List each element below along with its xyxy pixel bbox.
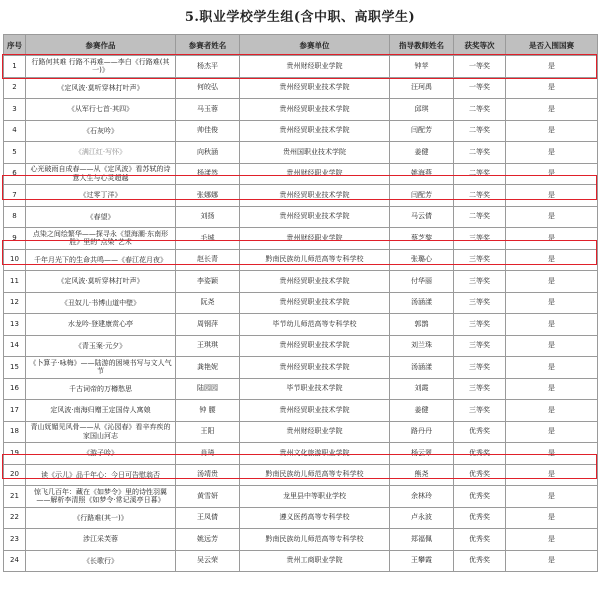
cell-unit: 贵州经贸职业技术学院: [240, 335, 390, 357]
cell-award: 优秀奖: [454, 421, 506, 443]
cell-national: 是: [506, 206, 598, 228]
cell-national: 是: [506, 335, 598, 357]
cell-teacher: 姚海燕: [390, 163, 454, 185]
cell-teacher: 闫配芳: [390, 120, 454, 142]
cell-award: 三等奖: [454, 314, 506, 336]
table-row: [4, 507, 598, 529]
cell-national: 是: [506, 400, 598, 422]
cell-teacher: 王攀霞: [390, 550, 454, 572]
cell-index: 10: [4, 249, 26, 271]
cell-work: 《过零丁洋》: [26, 185, 176, 207]
cell-teacher: 钟苹: [390, 56, 454, 78]
cell-award: 二等奖: [454, 206, 506, 228]
cell-unit: 贵州财经职业学院: [240, 163, 390, 185]
cell-unit: 黔南民族幼儿师范高等专科学校: [240, 529, 390, 551]
cell-unit: 龙里县中等职业学校: [240, 486, 390, 508]
table-row: [4, 120, 598, 142]
cell-award: 三等奖: [454, 228, 506, 250]
cell-work: 千古词帝的万樽愁思: [26, 378, 176, 400]
cell-award: 优秀奖: [454, 443, 506, 465]
cell-work: 《青玉案·元夕》: [26, 335, 176, 357]
cell-participant: 毛城: [176, 228, 240, 250]
table-row: [4, 271, 598, 293]
cell-teacher: 姜健: [390, 400, 454, 422]
cell-work: 《行路难(其一)》: [26, 507, 176, 529]
cell-work: 青山妩媚见风骨——从《沁园春》看辛弃疾的家国山河志: [26, 421, 176, 443]
cell-award: 三等奖: [454, 335, 506, 357]
header-national: 是否入围国赛: [506, 35, 598, 56]
cell-participant: 王阳: [176, 421, 240, 443]
cell-work: 《满江红·写怀》: [26, 142, 176, 164]
table-row: [4, 77, 598, 99]
cell-work: 读《示儿》品千年心：今日可告慰翁否: [26, 464, 176, 486]
table-row: [4, 228, 598, 250]
cell-participant: 阮尧: [176, 292, 240, 314]
cell-participant: 向秋涵: [176, 142, 240, 164]
cell-unit: 贵州经贸职业技术学院: [240, 400, 390, 422]
table-row: [4, 378, 598, 400]
cell-award: 三等奖: [454, 271, 506, 293]
cell-index: 17: [4, 400, 26, 422]
cell-work: 《卜算子·咏梅》——陆游的困境书写与文人气节: [26, 357, 176, 379]
cell-work: 点染之间绘繁华——探寻永《望海潮·东南形胜》里的"点染"艺术: [26, 228, 176, 250]
cell-unit: 贵州工商职业学院: [240, 550, 390, 572]
cell-award: 优秀奖: [454, 550, 506, 572]
table-row: [4, 335, 598, 357]
cell-work: 《石灰吟》: [26, 120, 176, 142]
table-row: [4, 400, 598, 422]
cell-award: 三等奖: [454, 292, 506, 314]
cell-award: 二等奖: [454, 99, 506, 121]
cell-national: 是: [506, 378, 598, 400]
cell-teacher: 汤涵漾: [390, 357, 454, 379]
cell-national: 是: [506, 271, 598, 293]
cell-national: 是: [506, 120, 598, 142]
cell-work: 行路何其难 行路不再难——李白《行路难(其一)》: [26, 56, 176, 78]
cell-national: 是: [506, 163, 598, 185]
cell-work: 惊飞几百年：藏在《如梦令》里的诗性羽翼——解析李清照《如梦令·常记溪亭日暮》: [26, 486, 176, 508]
table-row: [4, 249, 598, 271]
cell-award: 优秀奖: [454, 464, 506, 486]
cell-work: 《丑奴儿·书博山道中壁》: [26, 292, 176, 314]
cell-index: 2: [4, 77, 26, 99]
cell-unit: 遵义医药高等专科学校: [240, 507, 390, 529]
cell-index: 19: [4, 443, 26, 465]
cell-teacher: 卢永波: [390, 507, 454, 529]
cell-teacher: 张璐心: [390, 249, 454, 271]
header-participant: 参赛者姓名: [176, 35, 240, 56]
cell-participant: 王凤倩: [176, 507, 240, 529]
cell-teacher: 蔡芝黎: [390, 228, 454, 250]
cell-index: 23: [4, 529, 26, 551]
cell-participant: 帅佳俊: [176, 120, 240, 142]
cell-teacher: 马云倩: [390, 206, 454, 228]
cell-index: 22: [4, 507, 26, 529]
cell-work: 水龙吟·登建康赏心亭: [26, 314, 176, 336]
table-row: [4, 486, 598, 508]
cell-participant: 龚艳妮: [176, 357, 240, 379]
cell-teacher: 刘霞: [390, 378, 454, 400]
cell-award: 优秀奖: [454, 486, 506, 508]
table-row: [4, 206, 598, 228]
cell-participant: 杨漾然: [176, 163, 240, 185]
cell-index: 18: [4, 421, 26, 443]
cell-index: 7: [4, 185, 26, 207]
cell-award: 优秀奖: [454, 529, 506, 551]
table-row: [4, 529, 598, 551]
cell-unit: 贵州经贸职业技术学院: [240, 99, 390, 121]
cell-national: 是: [506, 421, 598, 443]
cell-work: 心光破雨自成春——从《定风波》看苏轼的诗意人生与心灵超越: [26, 163, 176, 185]
table-row: [4, 550, 598, 572]
cell-unit: 贵州经贸职业技术学院: [240, 271, 390, 293]
cell-work: 千年月光下的生命共鸣——《春江花月夜》: [26, 249, 176, 271]
table-row: [4, 185, 598, 207]
cell-teacher: 刘兰珠: [390, 335, 454, 357]
cell-work: 定风波·南海归赠王定国侍人寓娘: [26, 400, 176, 422]
cell-index: 4: [4, 120, 26, 142]
cell-unit: 贵州经贸职业技术学院: [240, 185, 390, 207]
cell-participant: 何皎弘: [176, 77, 240, 99]
cell-participant: 杨杰平: [176, 56, 240, 78]
cell-teacher: 汤涵漾: [390, 292, 454, 314]
cell-unit: 黔南民族幼儿师范高等专科学校: [240, 464, 390, 486]
cell-unit: 毕节职业技术学院: [240, 378, 390, 400]
cell-participant: 周钢萍: [176, 314, 240, 336]
cell-unit: 贵州国职业技术学院: [240, 142, 390, 164]
cell-teacher: 邱琪: [390, 99, 454, 121]
cell-award: 二等奖: [454, 120, 506, 142]
cell-unit: 贵州财经职业学院: [240, 228, 390, 250]
cell-national: 是: [506, 507, 598, 529]
cell-index: 16: [4, 378, 26, 400]
award-table: [3, 34, 598, 572]
cell-index: 5: [4, 142, 26, 164]
cell-award: 二等奖: [454, 163, 506, 185]
table-row: [4, 56, 598, 78]
cell-national: 是: [506, 464, 598, 486]
cell-unit: 贵州财经职业学院: [240, 421, 390, 443]
table-row: [4, 314, 598, 336]
cell-national: 是: [506, 228, 598, 250]
cell-unit: 贵州经贸职业技术学院: [240, 292, 390, 314]
cell-work: 涉江采芙蓉: [26, 529, 176, 551]
cell-work: 《游子吟》: [26, 443, 176, 465]
cell-national: 是: [506, 314, 598, 336]
header-unit: 参赛单位: [240, 35, 390, 56]
cell-unit: 贵州经贸职业技术学院: [240, 206, 390, 228]
cell-award: 一等奖: [454, 56, 506, 78]
cell-national: 是: [506, 292, 598, 314]
header-row: [4, 35, 598, 56]
cell-national: 是: [506, 357, 598, 379]
table-row: [4, 464, 598, 486]
header-award: 获奖等次: [454, 35, 506, 56]
cell-participant: 肖琦: [176, 443, 240, 465]
cell-national: 是: [506, 443, 598, 465]
cell-unit: 贵州经贸职业技术学院: [240, 77, 390, 99]
table-row: [4, 163, 598, 185]
table-row: [4, 99, 598, 121]
cell-work: 《长歌行》: [26, 550, 176, 572]
cell-teacher: 付华丽: [390, 271, 454, 293]
cell-participant: 赵长青: [176, 249, 240, 271]
cell-index: 20: [4, 464, 26, 486]
cell-award: 三等奖: [454, 378, 506, 400]
cell-participant: 钟 腰: [176, 400, 240, 422]
cell-teacher: 汪珂禹: [390, 77, 454, 99]
cell-teacher: 路丹丹: [390, 421, 454, 443]
cell-participant: 陆园园: [176, 378, 240, 400]
cell-participant: 姚远芳: [176, 529, 240, 551]
table-row: [4, 292, 598, 314]
table-row: [4, 357, 598, 379]
cell-award: 三等奖: [454, 249, 506, 271]
cell-index: 21: [4, 486, 26, 508]
cell-national: 是: [506, 77, 598, 99]
cell-teacher: 姜健: [390, 142, 454, 164]
cell-national: 是: [506, 550, 598, 572]
header-teacher: 指导教师姓名: [390, 35, 454, 56]
table-row: [4, 443, 598, 465]
cell-national: 是: [506, 486, 598, 508]
cell-award: 二等奖: [454, 142, 506, 164]
cell-work: 《春望》: [26, 206, 176, 228]
table-row: [4, 142, 598, 164]
cell-unit: 毕节幼儿师范高等专科学校: [240, 314, 390, 336]
cell-index: 9: [4, 228, 26, 250]
cell-award: 二等奖: [454, 185, 506, 207]
cell-award: 三等奖: [454, 357, 506, 379]
cell-teacher: 杨云翠: [390, 443, 454, 465]
cell-index: 13: [4, 314, 26, 336]
cell-national: 是: [506, 529, 598, 551]
cell-participant: 黄雪妍: [176, 486, 240, 508]
cell-teacher: 余林玲: [390, 486, 454, 508]
cell-index: 1: [4, 56, 26, 78]
cell-index: 11: [4, 271, 26, 293]
cell-index: 3: [4, 99, 26, 121]
cell-index: 14: [4, 335, 26, 357]
cell-award: 三等奖: [454, 400, 506, 422]
cell-work: 《定风波·莫听穿林打叶声》: [26, 271, 176, 293]
cell-unit: 贵州文化旅游职业学院: [240, 443, 390, 465]
table-row: [4, 421, 598, 443]
cell-participant: 吴云荣: [176, 550, 240, 572]
cell-work: 《从军行七首·其四》: [26, 99, 176, 121]
cell-national: 是: [506, 56, 598, 78]
cell-teacher: 郭鹊: [390, 314, 454, 336]
cell-participant: 汤靖贵: [176, 464, 240, 486]
header-index: 序号: [4, 35, 26, 56]
cell-unit: 黔南民族幼儿师范高等专科学校: [240, 249, 390, 271]
page-title: 5.职业学校学生组(含中职、高职学生): [184, 10, 416, 25]
cell-national: 是: [506, 185, 598, 207]
cell-participant: 张娜娜: [176, 185, 240, 207]
cell-national: 是: [506, 142, 598, 164]
cell-award: 一等奖: [454, 77, 506, 99]
cell-participant: 王琪琪: [176, 335, 240, 357]
cell-national: 是: [506, 249, 598, 271]
cell-teacher: 郑福佩: [390, 529, 454, 551]
cell-index: 8: [4, 206, 26, 228]
cell-work: 《定风波·莫听穿林打叶声》: [26, 77, 176, 99]
cell-teacher: 闫配芳: [390, 185, 454, 207]
header-work: 参赛作品: [26, 35, 176, 56]
cell-unit: 贵州财经职业学院: [240, 56, 390, 78]
cell-participant: 马玉蓉: [176, 99, 240, 121]
cell-unit: 贵州经贸职业技术学院: [240, 357, 390, 379]
cell-participant: 李姿颖: [176, 271, 240, 293]
cell-teacher: 熊尧: [390, 464, 454, 486]
cell-award: 优秀奖: [454, 507, 506, 529]
cell-participant: 刘扬: [176, 206, 240, 228]
cell-national: 是: [506, 99, 598, 121]
cell-index: 6: [4, 163, 26, 185]
cell-unit: 贵州经贸职业技术学院: [240, 120, 390, 142]
cell-index: 12: [4, 292, 26, 314]
cell-index: 24: [4, 550, 26, 572]
cell-index: 15: [4, 357, 26, 379]
